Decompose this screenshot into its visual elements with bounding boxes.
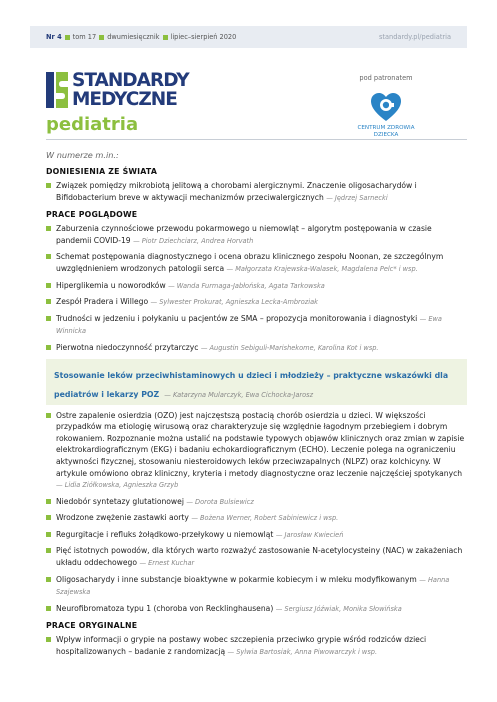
green-bullet-icon xyxy=(46,299,51,304)
list-item xyxy=(46,634,467,658)
article-authors: — Jarosław Kwiecień xyxy=(275,530,344,539)
logo-mark-icon xyxy=(46,72,68,108)
list-item xyxy=(46,223,467,247)
article-title: Oligosacharydy i inne substancje bioaktywne w pokarmie kobiecym i w mleku modyfikowanym xyxy=(56,574,417,584)
green-bullet-icon xyxy=(46,606,51,611)
journal-title: pediatria xyxy=(46,114,139,135)
patronage-block xyxy=(346,74,426,139)
article-title: Trudności w jedzeniu i połykaniu u pacjentów ze SMA – propozycja monitorowania i diagnostyki xyxy=(56,313,418,323)
list-item xyxy=(46,342,467,355)
article-title: Schemat postępowania diagnostycznego i ocena obrazu klinicznego zespołu Noonan, ze szczególnym uwzględnieniem wrodzonych patologii serca xyxy=(56,252,444,273)
article-title: Wrodzone zwężenie zastawki aorty xyxy=(56,513,189,523)
green-bullet-icon xyxy=(46,345,51,350)
list-item xyxy=(46,296,467,309)
article-title: Pierwotna niedoczynność przytarczyc xyxy=(56,342,199,352)
featured-article-authors: — Katarzyna Mularczyk, Ewa Cichocka-Jarosz xyxy=(164,390,314,399)
list-item xyxy=(46,180,467,204)
list-item xyxy=(46,529,467,542)
heart-logo-icon xyxy=(369,90,403,124)
article-authors: — Dorota Bulsiewicz xyxy=(186,497,254,506)
article-title: Niedobór syntetazy glutationowej xyxy=(56,496,184,506)
article-abstract: Ostre zapalenie osierdzia (OZO) jest najczęstszą postacią chorób osierdzia u dzieci. W większości przypadków ma etiologię wirusową oraz charakteryzuje się względnie łagodnym przebiegiem i dobrym rokowaniem. Rozpoznanie można ustalić na podstawie typowych objawów klinicznych oraz zmian w zapisie elektrokardiograficznym (EKG) i badaniu echokardiograficznym (ECHO). Leczenie polega na ograniczeniu aktywności fizycznej, stosowaniu niesteroidowych leków przeciwzapalnych (NLPZ) oraz kolchicyny. W artykule omówiono obraz kliniczny, kryteria i metody diagnostyczne oraz leczenie najczęściej spotykanych xyxy=(56,410,465,478)
logo-word-standardy: STANDARDY xyxy=(72,70,189,91)
green-bullet-icon xyxy=(46,413,51,418)
article-title: Zespół Pradera i Willego xyxy=(56,297,149,307)
green-bullet-icon xyxy=(46,577,51,582)
issue-number: Nr 4 xyxy=(46,33,62,41)
table-of-contents xyxy=(46,150,467,663)
patronage-label: pod patronatem xyxy=(359,74,413,82)
green-bullet-icon xyxy=(46,515,51,520)
green-bullet-icon xyxy=(46,226,51,231)
issue-header-bar xyxy=(30,26,467,48)
section-title: PRACE POGLĄDOWE xyxy=(46,210,138,220)
list-item xyxy=(46,251,467,275)
list-item xyxy=(46,603,467,616)
period: lipiec–sierpień 2020 xyxy=(170,33,237,41)
section-title: DONIESIENIA ZE ŚWIATA xyxy=(46,167,158,176)
intro-text: W numerze m.in.: xyxy=(46,150,119,160)
green-square-icon xyxy=(65,35,70,40)
article-title: Związek pomiędzy mikrobiotą jelitową a chorobami alergicznymi. Znaczenie oligosacharydów i Bifidobacterium breve w aktywacji mechanizmów przeciwalergicznych xyxy=(56,181,417,202)
volume: tom 17 xyxy=(72,33,97,41)
green-bullet-icon xyxy=(46,637,51,642)
list-item xyxy=(46,496,467,509)
list-item xyxy=(46,512,467,525)
list-item xyxy=(46,313,467,338)
standardy-medyczne-logo xyxy=(46,72,216,112)
article-title: Zaburzenia czynnościowe przewodu pokarmowego u niemowląt – algorytm postępowania w czasie pandemii COVID-19 xyxy=(56,224,432,245)
list-item xyxy=(46,574,467,599)
article-authors: — Ernest Kuchar xyxy=(139,559,195,568)
article-authors: — Wanda Furmaga-Jabłońska, Agata Tarkowska xyxy=(168,281,325,290)
patronage-org: CENTRUM ZDROWIA DZIECKA xyxy=(357,125,415,138)
green-square-icon xyxy=(163,35,168,40)
article-title: Neurofibromatoza typu 1 (choroba von Recklinghausena) xyxy=(56,603,274,613)
list-item xyxy=(46,280,467,293)
journal-url-link[interactable]: standardy.pl/pediatria xyxy=(378,33,451,41)
article-authors: — Sergiusz Jóźwiak, Monika Słowińska xyxy=(275,604,402,613)
issue-info xyxy=(46,33,236,41)
section-title: PRACE ORYGINALNE xyxy=(46,621,138,631)
article-authors: — Bożena Werner, Robert Sabiniewicz i wsp. xyxy=(191,514,339,523)
featured-article xyxy=(46,359,467,405)
green-bullet-icon xyxy=(46,548,51,553)
article-authors: — Lidia Ziółkowska, Agnieszka Grzyb xyxy=(56,481,179,490)
green-bullet-icon xyxy=(46,499,51,504)
article-authors: — Sylwia Bartosiak, Anna Piwowarczyk i wsp. xyxy=(227,648,378,657)
article-title: Wpływ informacji o grypie na postawy wobec szczepienia przeciwko grypie wśród rodziców dzieci hospitalizowanych – badanie z randomizacją xyxy=(56,635,427,657)
green-square-icon xyxy=(99,35,104,40)
article-title: Pięć istotnych powodów, dla których warto rozważyć zastosowanie N-acetylocysteiny (NAC) w zakażeniach układu oddechowego xyxy=(56,546,463,568)
article-title: Regurgitacje i refluks żołądkowo-przełykowy u niemowląt xyxy=(56,529,274,539)
article-authors: — Hanna Szajewska xyxy=(56,575,450,597)
article-authors: — Jędrzej Sarnecki xyxy=(326,193,388,202)
article-authors: — Augustin Sebiguli-Marishekome, Karolina Kot i wsp. xyxy=(200,343,379,352)
list-item xyxy=(46,410,467,492)
article-authors: — Małgorzata Krajewska-Walasek, Magdalena Pelc* i wsp. xyxy=(226,264,418,273)
frequency: dwumiesięcznik xyxy=(107,33,160,41)
green-bullet-icon xyxy=(46,532,51,537)
article-authors: — Ewa Winnicka xyxy=(56,314,442,336)
green-bullet-icon xyxy=(46,254,51,259)
green-bullet-icon xyxy=(46,316,51,321)
article-authors: — Sylwester Prokurat, Agnieszka Lecka-Ambroziak xyxy=(150,298,318,307)
article-authors: — Piotr Dziechciarz, Andrea Horvath xyxy=(133,236,254,245)
list-item xyxy=(46,545,467,569)
featured-article-title: Stosowanie leków przeciwhistaminowych u dzieci i młodzieży – praktyczne wskazówki dla pediatrów i lekarzy POZ xyxy=(54,370,449,399)
divider xyxy=(46,139,467,140)
logo-word-medyczne: MEDYCZNE xyxy=(72,89,177,110)
green-bullet-icon xyxy=(46,283,51,288)
green-bullet-icon xyxy=(46,183,51,188)
article-title: Hiperglikemia u noworodków xyxy=(56,280,166,290)
